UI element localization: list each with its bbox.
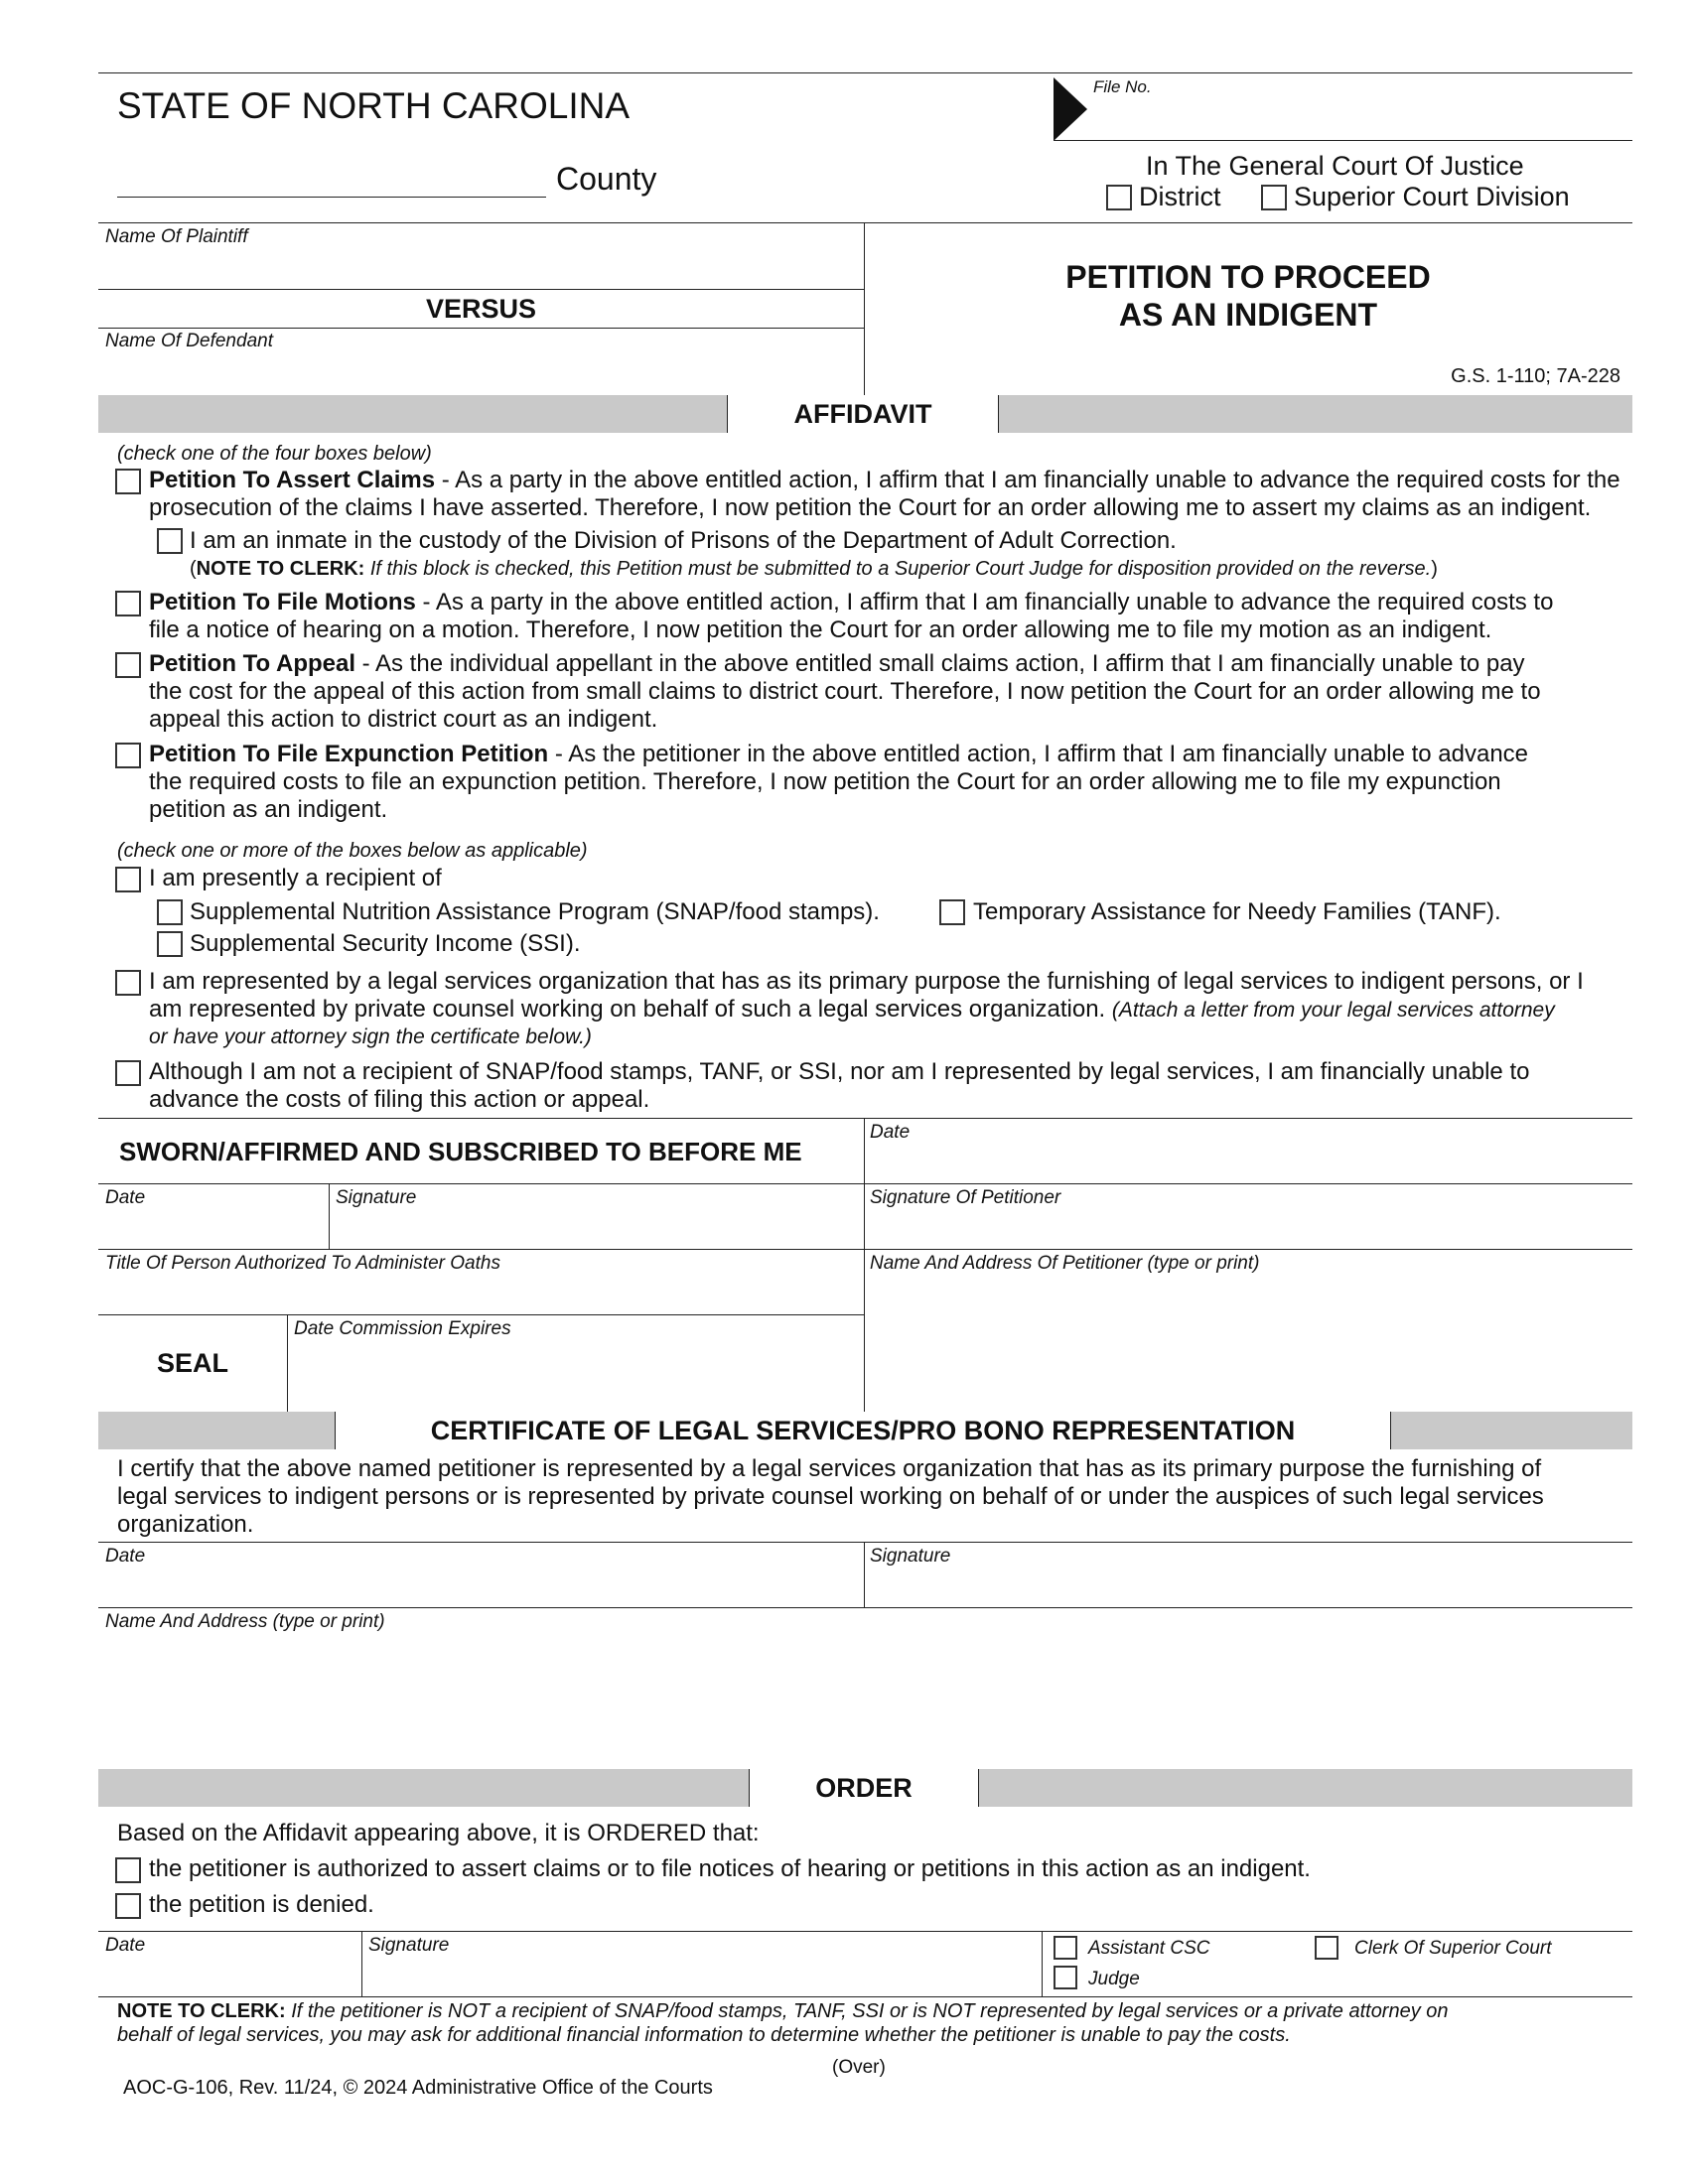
over-label: (Over) [832,2057,886,2078]
sworn-heading: SWORN/AFFIRMED AND SUBSCRIBED TO BEFORE ME [119,1137,802,1166]
petitioner-date-label: Date [870,1122,911,1143]
file-motions-text: - As a party in the above entitled action, I affirm that I am financially unable to advance the required costs to [415,589,1554,615]
assert-claims-checkbox[interactable] [115,469,141,494]
footer-note-text1: If the petitioner is NOT a recipient of SNAP/food stamps, TANF, SSI or is NOT represented by legal services or a private attorney on [285,2000,1449,2022]
order-date-divider [361,1931,362,1996]
ssi-checkbox[interactable] [157,931,183,957]
denied-text: the petition is denied. [149,1891,374,1918]
seal-divider [287,1314,288,1412]
certificate-divider [864,1542,865,1607]
assistant-csc-label: Assistant CSC [1088,1938,1210,1959]
district-label: District [1139,182,1221,211]
certificate-line2: legal services to indigent persons or is represented by private counsel working on behalf of or under the auspices of such legal services [117,1483,1544,1510]
note-to-clerk-inmate [190,555,1438,583]
authorized-checkbox[interactable] [115,1857,141,1883]
superior-checkbox[interactable] [1261,185,1287,210]
notary-date-divider [329,1183,330,1249]
although-line1: Although I am not a recipient of SNAP/food stamps, TANF, or SSI, nor am I represented by legal services, I am financially unable to [149,1058,1530,1085]
order-signature-label: Signature [368,1935,450,1956]
assert-claims-line2: prosecution of the claims I have asserted. Therefore, I now petition the Court for an order allowing me to assert my claims as an indigent. [149,494,1592,521]
affidavit-heading: AFFIDAVIT [727,395,999,433]
expunction-line2: the required costs to file an expunction petition. Therefore, I now petition the Court for an order allowing me to file my expunction [149,768,1501,795]
versus-label: VERSUS [425,294,537,324]
appeal-title: Petition To Appeal [149,650,355,677]
instruction-one-or-more: (check one or more of the boxes below as applicable) [117,840,588,862]
commission-field[interactable] [289,1345,862,1410]
inmate-checkbox[interactable] [157,528,183,554]
judge-checkbox[interactable] [1054,1966,1077,1989]
assert-claims-text: - As a party in the above entitled action, I affirm that I am financially unable to advance the required costs for the [435,467,1620,493]
superior-label: Superior Court Division [1294,182,1570,211]
order-signature-divider [1042,1931,1043,1996]
legal-services-line2 [149,996,1555,1024]
note-open-paren: ( [190,558,197,580]
petitioner-name-label: Name And Address Of Petitioner (type or print) [870,1253,1260,1274]
expunction-line3: petition as an indigent. [149,796,388,823]
top-rule [98,72,1632,73]
appeal-text: - As the individual appellant in the above entitled small claims action, I affirm that I am financially unable to pay [355,650,1525,677]
expunction-line1 [149,741,1528,768]
footer-note-label: NOTE TO CLERK: [117,2000,286,2022]
notary-title-label: Title Of Person Authorized To Administer Oaths [105,1253,500,1274]
assistant-csc-checkbox[interactable] [1054,1936,1077,1960]
appeal-line2: the cost for the appeal of this action from small claims to district court. Therefore, I now petition the Court for an order allowing me to [149,678,1541,705]
although-line2: advance the costs of filing this action or appeal. [149,1086,650,1113]
plaintiff-label: Name Of Plaintiff [105,226,248,247]
appeal-line1 [149,650,1525,678]
arrow-icon [1054,77,1087,141]
notary-title-field[interactable] [98,1314,864,1315]
ssi-text: Supplemental Security Income (SSI). [190,930,581,957]
although-checkbox[interactable] [115,1060,141,1086]
denied-checkbox[interactable] [115,1893,141,1919]
county-blank[interactable] [117,197,546,198]
defendant-field[interactable] [98,357,864,395]
footer-note-line2: behalf of legal services, you may ask for additional financial information to determine whether the petitioner is unable to pay the costs. [117,2024,1291,2046]
certificate-line1: I certify that the above named petitioner is represented by a legal services organization that has as its primary purpose the furnishing of [117,1455,1542,1482]
recipient-checkbox[interactable] [115,867,141,892]
clerk-superior-checkbox[interactable] [1315,1936,1338,1960]
file-no-field[interactable] [1054,140,1632,141]
certificate-signature-field[interactable] [98,1607,1632,1608]
expunction-checkbox[interactable] [115,743,141,768]
note-close-paren: ) [1431,558,1438,580]
form-title-line2: AS AN INDIGENT [1118,297,1378,333]
expunction-text: - As the petitioner in the above entitled action, I affirm that I am financially unable to advance [548,741,1529,767]
legal-services-line3: or have your attorney sign the certificate below.) [149,1025,592,1048]
order-date-label: Date [105,1935,146,1956]
note-to-clerk-label: NOTE TO CLERK: [196,558,365,580]
file-motions-checkbox[interactable] [115,591,141,616]
recipient-text: I am presently a recipient of [149,865,442,891]
petitioner-date-field[interactable] [864,1183,1632,1184]
judge-label: Judge [1088,1969,1140,1989]
plaintiff-field[interactable] [98,289,864,290]
notary-date-label: Date [105,1187,146,1208]
authorized-text: the petitioner is authorized to assert claims or to file notices of hearing or petitions in this action as an indigent. [149,1855,1311,1882]
state-heading: STATE OF NORTH CAROLINA [117,85,630,126]
order-bottom-rule [98,1996,1632,1997]
form-title-line1: PETITION TO PROCEED [1065,259,1431,295]
sworn-top-rule [98,1118,1632,1119]
certificate-name-field[interactable] [98,1638,1632,1767]
notary-signature-label: Signature [336,1187,417,1208]
form-title [866,258,1630,334]
order-intro: Based on the Affidavit appearing above, it is ORDERED that: [117,1820,760,1846]
tanf-checkbox[interactable] [939,899,965,925]
certificate-line3: organization. [117,1511,254,1538]
statute-ref: G.S. 1-110; 7A-228 [1451,365,1620,387]
certificate-date-rule [98,1542,1632,1543]
parties-top-rule [98,222,1632,223]
parties-divider [864,222,865,395]
petitioner-name-field[interactable] [866,1281,1630,1410]
certificate-name-label: Name And Address (type or print) [105,1611,385,1632]
petitioner-signature-label: Signature Of Petitioner [870,1187,1061,1208]
expunction-title: Petition To File Expunction Petition [149,741,549,767]
instruction-four-boxes: (check one of the four boxes below) [117,443,432,465]
file-no-label: File No. [1093,77,1152,96]
form-id: AOC-G-106, Rev. 11/24, © 2024 Administrative Office of the Courts [123,2077,713,2099]
assert-claims-line1 [149,467,1620,494]
defendant-label: Name Of Defendant [105,331,273,351]
seal-label: SEAL [156,1348,228,1378]
county-label: County [556,161,657,197]
certificate-signature-label: Signature [870,1546,951,1567]
court-line: In The General Court Of Justice [1146,151,1524,181]
assert-claims-title: Petition To Assert Claims [149,467,436,493]
inmate-text: I am an inmate in the custody of the Division of Prisons of the Department of Adult Correction. [190,527,1177,554]
legal-services-checkbox[interactable] [115,970,141,996]
clerk-superior-label: Clerk Of Superior Court [1354,1938,1552,1959]
certificate-heading: CERTIFICATE OF LEGAL SERVICES/PRO BONO REPRESENTATION [335,1412,1391,1449]
certificate-date-label: Date [105,1546,146,1567]
snap-text: Supplemental Nutrition Assistance Program (SNAP/food stamps). [190,898,880,925]
footer-note-line1 [117,1999,1449,2023]
legal-services-line1: I am represented by a legal services organization that has as its primary purpose the furnishing of legal services to indigent persons, or I [149,968,1584,995]
order-signature-top-rule [98,1931,1632,1932]
tanf-text: Temporary Assistance for Needy Families (TANF). [973,898,1501,925]
notary-signature-field[interactable] [98,1249,864,1250]
order-heading: ORDER [749,1769,979,1807]
district-checkbox[interactable] [1106,185,1132,210]
commission-label: Date Commission Expires [294,1318,511,1339]
snap-checkbox[interactable] [157,899,183,925]
sworn-divider [864,1118,865,1412]
file-motions-line1 [149,589,1553,616]
file-motions-line2: file a notice of hearing on a motion. Therefore, I now petition the Court for an order allowing me to file my motion as an indigent. [149,616,1492,643]
note-to-clerk-text: If this block is checked, this Petition must be submitted to a Superior Court Judge for disposition provided on the reverse. [364,558,1432,580]
legal-services-attach-note: (Attach a letter from your legal services attorney [1111,999,1555,1022]
legal-services-text: am represented by private counsel working on behalf of such a legal services organization. [149,996,1112,1023]
petitioner-signature-field[interactable] [864,1249,1632,1250]
appeal-line3: appeal this action to district court as an indigent. [149,706,658,733]
file-motions-title: Petition To File Motions [149,589,416,615]
versus-rule [98,328,864,329]
appeal-checkbox[interactable] [115,652,141,678]
sworn-heading-rule [98,1183,864,1184]
